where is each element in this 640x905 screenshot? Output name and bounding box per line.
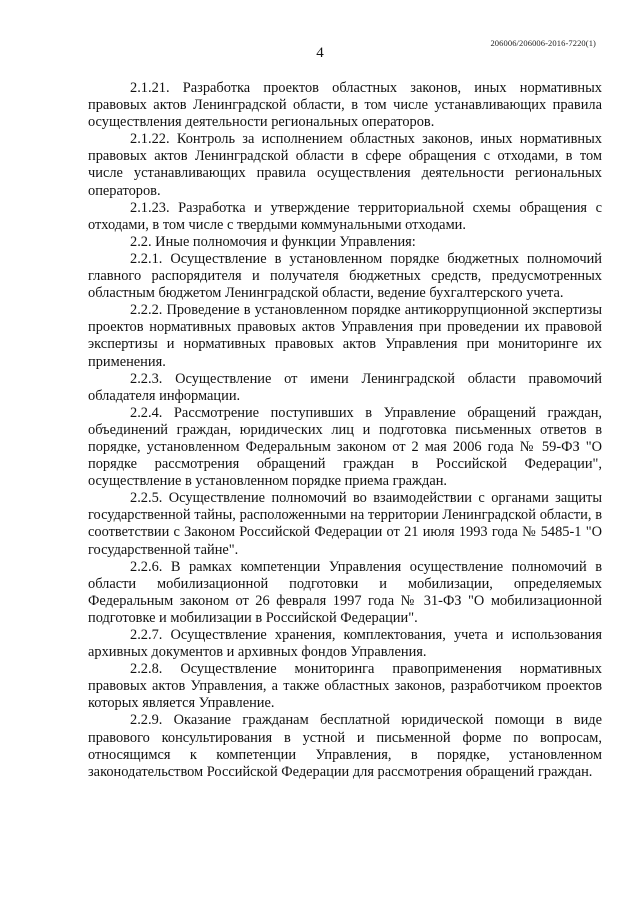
paragraph-2-2-heading: 2.2. Иные полномочия и функции Управления: xyxy=(130,233,416,250)
page-number: 4 xyxy=(316,45,324,61)
paragraph-2-2-2: 2.2.2. Проведение в установленном порядке антикоррупционной экспертизы проектов нормативных правовых актов Управления при проведении их правовой экспертизы и нормативных правовых актов Управления при мониторинге их применения. xyxy=(88,302,602,370)
paragraph-2-2-7: 2.2.7. Осуществление хранения, комплектования, учета и использования архивных документов и архивных фондов Управления. xyxy=(88,627,602,661)
paragraph-2-1-23: 2.1.23. Разработка и утверждение территориальной схемы обращения с отходами, в том числе с твердыми коммунальными отходами. xyxy=(88,199,602,233)
paragraph-2-2-5: 2.2.5. Осуществление полномочий во взаимодействии с органами защиты государственной тайны, расположенными на территории Ленинградской области, в соответствии с Законом Российской Федерации от 21 июля 1993 года № 5485-1 "О государственной тайне". xyxy=(88,490,602,558)
paragraph-2-2-1: 2.2.1. Осуществление в установленном порядке бюджетных полномочий главного распорядителя и получателя бюджетных средств, предусмотренных областным бюджетом Ленинградской области, ведение бухгалтерского учета. xyxy=(88,250,602,302)
document-code: 206006/206006-2016-7220(1) xyxy=(490,38,596,48)
paragraph-2-2-4: 2.2.4. Рассмотрение поступивших в Управление обращений граждан, объединений граждан, юридических лиц и подготовка письменных ответов в порядке, установленном Федеральным законом от 2 мая 2006 года № 59-ФЗ "О порядке рассмотрения обращений граждан в Российской Федерации", осуществление в установленном порядке приема граждан. xyxy=(88,404,602,490)
paragraph-2-2-9: 2.2.9. Оказание гражданам бесплатной юридической помощи в виде правового консультирования в устной и письменной форме по вопросам, относящимся к компетенции Управления, в порядке, установленном законодательством Российской Федерации для рассмотрения обращений граждан. xyxy=(88,712,602,780)
paragraph-2-1-22: 2.1.22. Контроль за исполнением областных законов, иных нормативных правовых актов Ленинградской области в сфере обращения с отходами, в том числе устанавливающих правила осуществления деятельности региональных операторов. xyxy=(88,131,602,199)
paragraph-2-2-8: 2.2.8. Осуществление мониторинга правоприменения нормативных правовых актов Управления, а также областных законов, разработчиком проектов которых является Управление. xyxy=(88,661,602,712)
paragraph-2-2-3: 2.2.3. Осуществление от имени Ленинградской области правомочий обладателя информации. xyxy=(88,370,602,404)
document-body xyxy=(88,80,602,781)
paragraph-2-2-6: 2.2.6. В рамках компетенции Управления осуществление полномочий в области мобилизационной подготовки и мобилизации, определяемых Федеральным законом от 26 февраля 1997 года № 31-ФЗ "О мобилизационной подготовке и мобилизации в Российской Федерации". xyxy=(88,558,602,626)
paragraph-2-1-21: 2.1.21. Разработка проектов областных законов, иных нормативных правовых актов Ленинградской области, в том числе устанавливающих правила осуществления деятельности региональных операторов. xyxy=(88,80,602,131)
